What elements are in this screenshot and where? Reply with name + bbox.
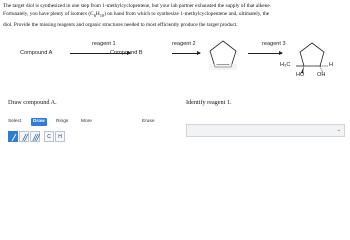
reaction-arrow-2	[172, 53, 200, 54]
problem-statement	[3, 2, 347, 29]
h3c-label: H₃C	[280, 62, 291, 68]
triple-bond-icon	[31, 132, 41, 143]
erase-button[interactable]: Erase	[142, 119, 155, 124]
question-draw-compound-a: Draw compound A.	[8, 99, 57, 106]
tab-select[interactable]: Select	[8, 119, 22, 124]
hydrogen-atom-button[interactable]: H	[55, 131, 65, 142]
double-bond-tool[interactable]	[19, 131, 29, 142]
question-identify-reagent-1: Identify reagent 1.	[186, 99, 232, 106]
problem-line-2-end: ) on hand from which to synthesize 1-methylcyclopentene and, ultimately, the	[104, 11, 270, 18]
methylcyclopentene-structure	[203, 37, 243, 77]
reagent-1-label: reagent 1	[92, 41, 116, 47]
tab-rings[interactable]: Rings	[56, 119, 69, 124]
ho-label: HO	[296, 72, 305, 78]
reagent-2-label: reagent 2	[172, 41, 196, 47]
problem-line-1: The target diol is synthesized in one step from 1-methylcyclopentene, but your lab partner exhausted the supply of that alkene.	[3, 3, 272, 9]
reaction-arrow-3	[248, 53, 282, 54]
problem-line-3: diol. Provide the missing reagents and organic structures needed to most efficiently produce the target product.	[3, 21, 238, 28]
problem-line-2	[3, 10, 347, 20]
oh-label: OH	[317, 72, 326, 78]
compound-a-label: Compound A	[20, 50, 53, 56]
compound-b-label: Compound B	[110, 50, 143, 56]
formula-h: H	[95, 11, 100, 18]
triple-bond-tool[interactable]	[30, 131, 40, 142]
formula-subscript-c: 6	[93, 13, 96, 19]
h-label: H	[329, 62, 334, 68]
chevron-down-icon: ⌄	[336, 128, 341, 133]
tab-more[interactable]: More	[81, 119, 92, 124]
single-bond-icon	[9, 132, 19, 143]
double-bond-icon	[20, 132, 30, 143]
problem-line-2-start: Fortunately, you have plenty of isomers (C	[3, 11, 94, 18]
tab-draw[interactable]: Draw	[33, 119, 45, 124]
formula-subscript-h: 10	[99, 13, 105, 19]
drawing-toolbar	[6, 115, 166, 129]
reagent-1-select[interactable]	[186, 124, 345, 137]
reagent-3-label: reagent 3	[262, 41, 286, 47]
single-bond-tool[interactable]	[8, 131, 18, 142]
carbon-atom-button[interactable]: C	[44, 131, 54, 142]
